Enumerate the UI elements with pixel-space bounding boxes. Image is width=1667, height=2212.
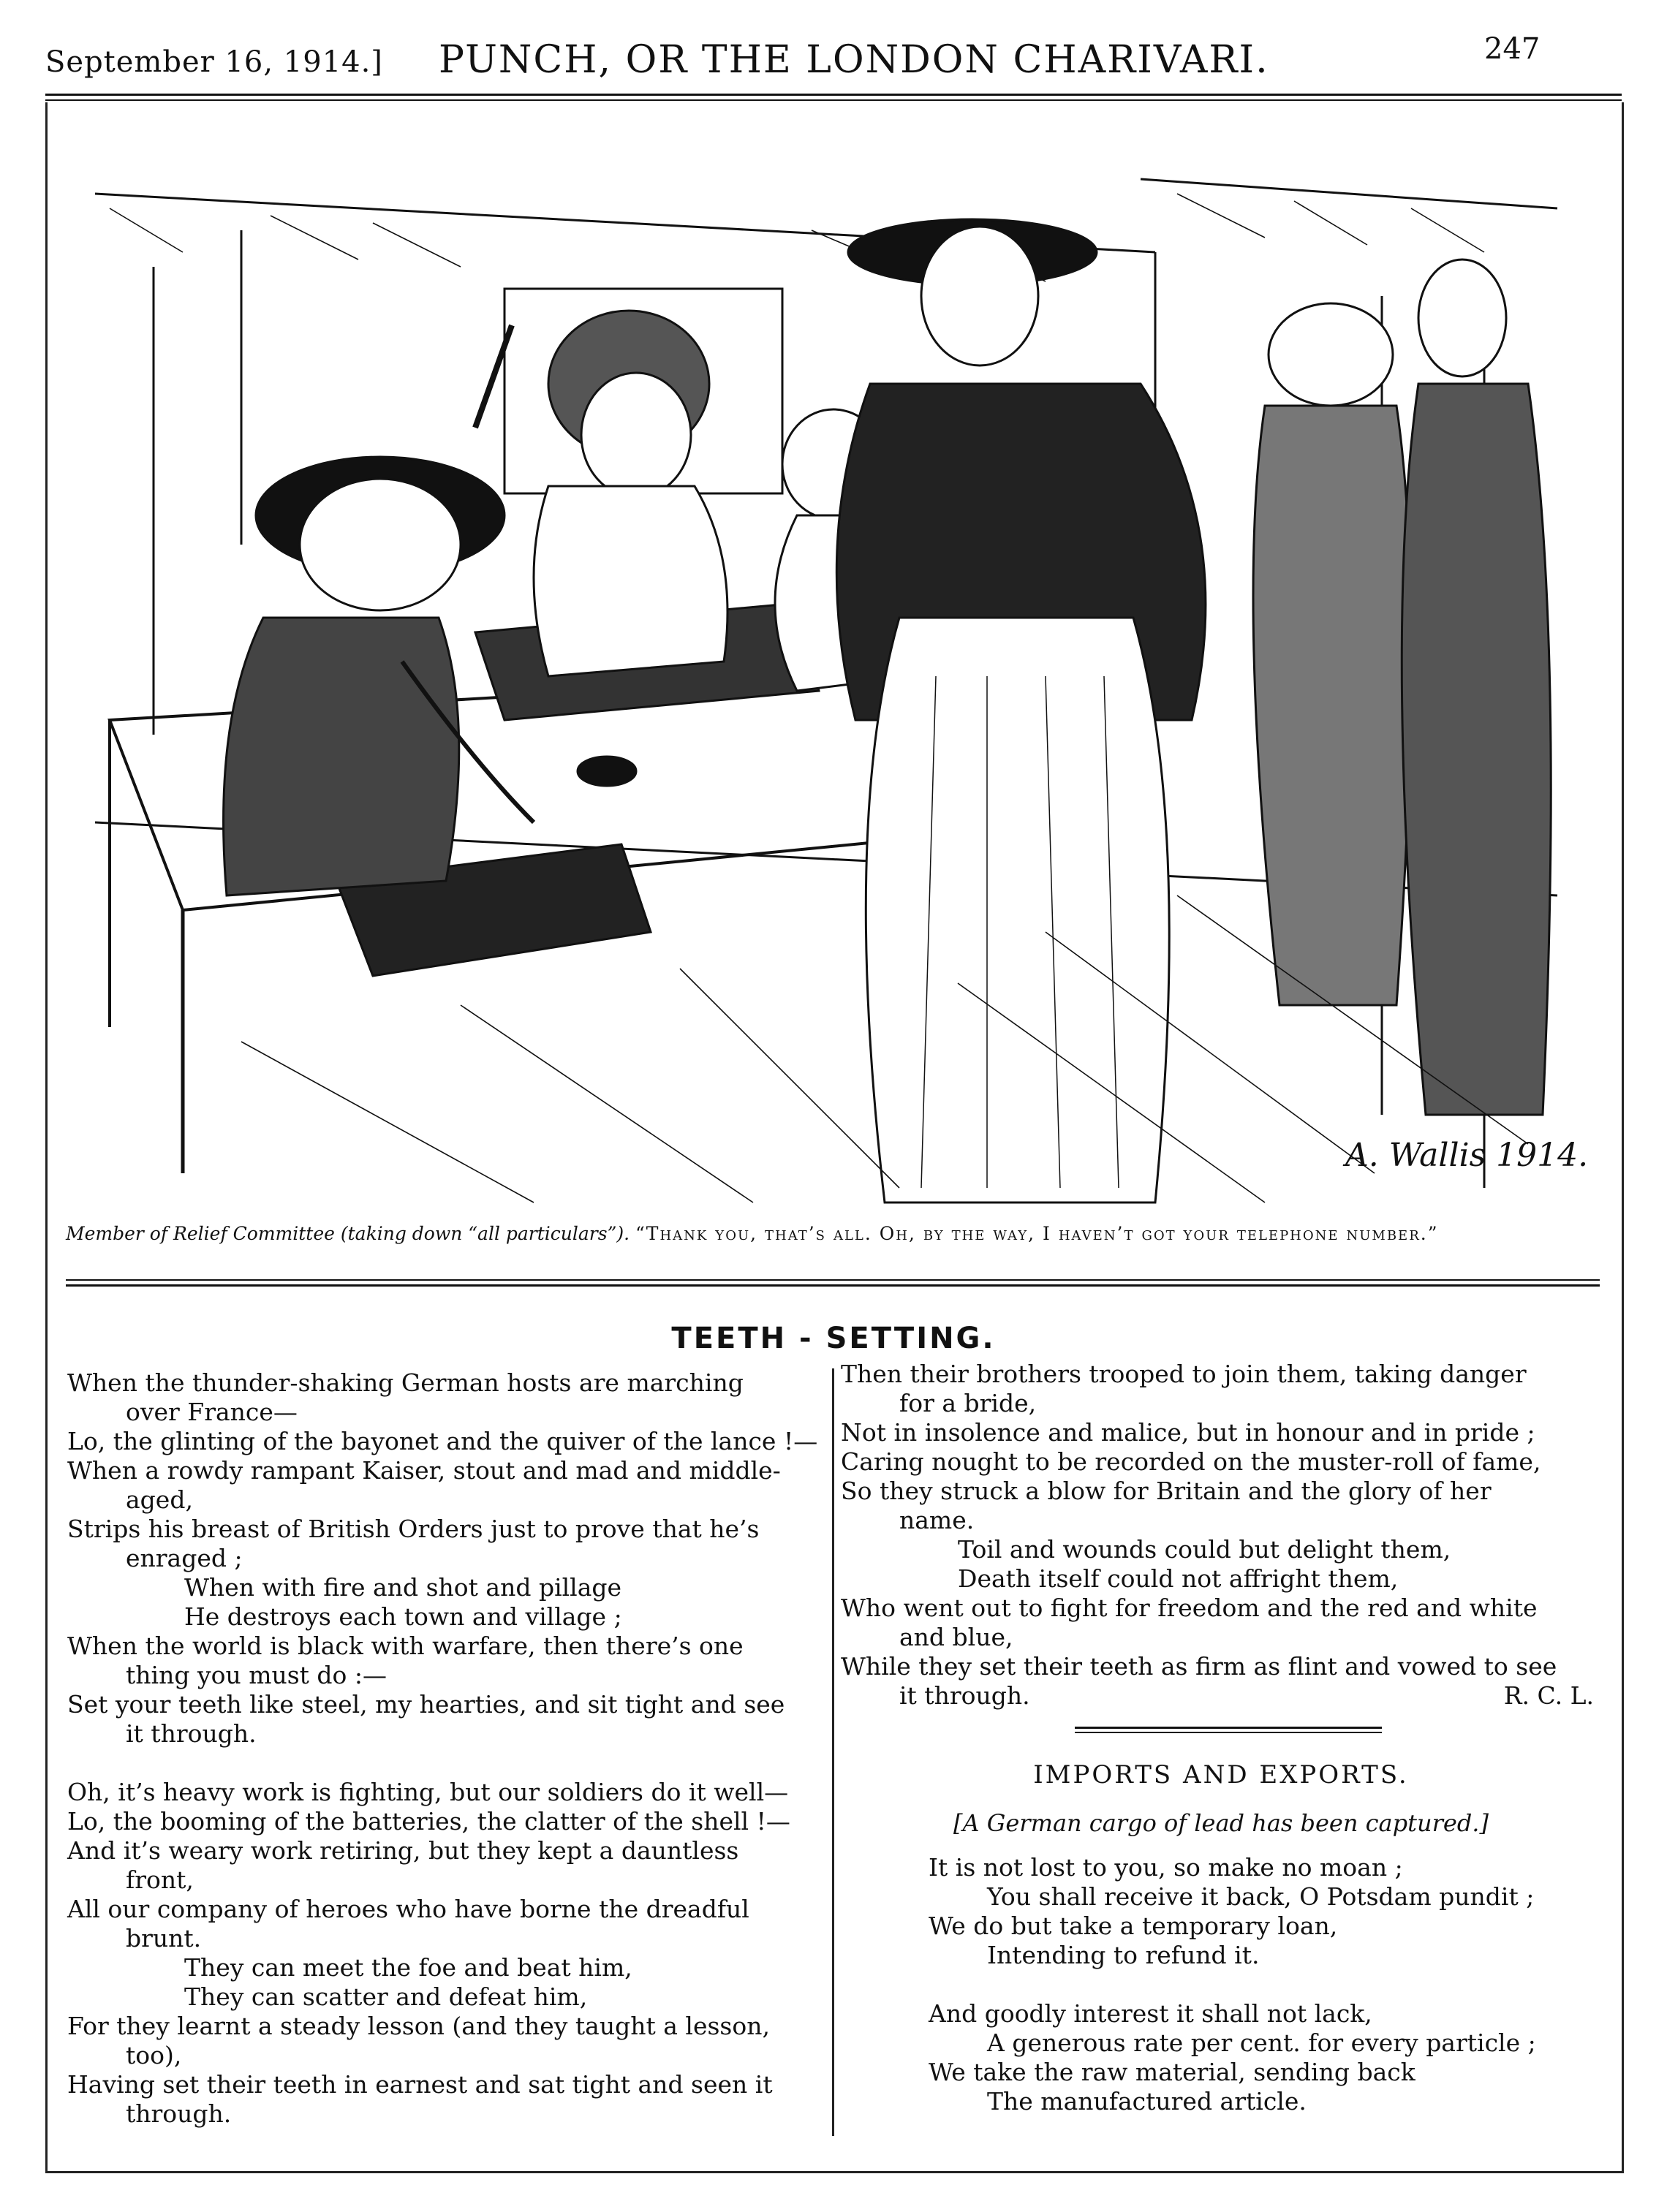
poem-line: While they set their teeth as firm as flint and vowed to see (841, 1652, 1557, 1681)
cartoon-illustration (95, 164, 1579, 1210)
imports-line: We do but take a temporary loan, (929, 1912, 1338, 1940)
caption-rule-thick (66, 1284, 1600, 1287)
imports-line: You shall receive it back, O Potsdam pundit ; (987, 1882, 1535, 1911)
page-number: 247 (1484, 32, 1541, 66)
cartoon-caption (66, 1219, 1601, 1249)
poem-line (67, 1749, 820, 1778)
imports-line: It is not lost to you, so make no moan ; (929, 1853, 1403, 1882)
poem-line: Death itself could not affright them, (958, 1564, 1399, 1593)
poem-line: They can scatter and defeat him, (184, 1982, 588, 2011)
poem-line: it through. R. C. L. (841, 1681, 1601, 1711)
poem-line: for a bride, (899, 1389, 1037, 1417)
poem-line: and blue, (899, 1623, 1013, 1651)
poem-line: Toil and wounds could but delight them, (958, 1535, 1451, 1564)
caption-rule (66, 1279, 1600, 1281)
imports-poem (929, 1853, 1601, 2116)
poem-line: Then their brothers trooped to join them, taking danger (841, 1360, 1527, 1388)
imports-subtitle: [A German cargo of lead has been captured.] (953, 1809, 1489, 1837)
header-rule (45, 94, 1622, 96)
imports-line: We take the raw material, sending back (929, 2058, 1415, 2086)
poem-line: too), (126, 2041, 182, 2069)
poem-line: Set your teeth like steel, my hearties, and sit tight and see (67, 1690, 785, 1719)
poem-line: Who went out to fight for freedom and the red and white (841, 1594, 1538, 1622)
poem-line: Oh, it’s heavy work is fighting, but our soldiers do it well— (67, 1778, 789, 1806)
issue-date: September 16, 1914.] (45, 45, 383, 79)
imports-line: A generous rate per cent. for every particle ; (987, 2029, 1536, 2057)
poem-line: When the world is black with warfare, then there’s one (67, 1632, 744, 1660)
poem-line: Caring nought to be recorded on the muster-roll of fame, (841, 1447, 1541, 1476)
poem-line: When the thunder-shaking German hosts are marching (67, 1368, 744, 1397)
poem-line: enraged ; (126, 1544, 243, 1572)
poem-left-column (67, 1368, 820, 2129)
header-rule-thin (45, 99, 1622, 101)
imports-line: And goodly interest it shall not lack, (929, 1999, 1372, 2028)
imports-title: IMPORTS AND EXPORTS. (1033, 1760, 1409, 1789)
poem-line: Strips his breast of British Orders just to prove that he’s (67, 1515, 760, 1543)
imports-line: The manufactured article. (987, 2087, 1307, 2116)
poem-line: So they struck a blow for Britain and the glory of her (841, 1477, 1492, 1505)
poem-right-column (841, 1360, 1601, 1711)
poem-line: front, (126, 1866, 194, 1894)
poem-line: Lo, the glinting of the bayonet and the quiver of the lance !— (67, 1427, 818, 1455)
poem-title: TEETH - SETTING. (671, 1322, 996, 1355)
poem-line: Not in insolence and malice, but in honour and in pride ; (841, 1418, 1535, 1447)
poem-line: All our company of heroes who have borne the dreadful (67, 1895, 749, 1923)
poem-line: thing you must do :— (126, 1661, 388, 1689)
poem-line: Having set their teeth in earnest and sat tight and seen it (67, 2070, 773, 2099)
poem-line: When with fire and shot and pillage (184, 1573, 622, 1602)
poem-line: And it’s weary work retiring, but they kept a dauntless (67, 1836, 739, 1865)
poem-line: it through. (126, 1719, 257, 1748)
poem-line: For they learnt a steady lesson (and they taught a lesson, (67, 2012, 770, 2040)
column-divider (832, 1368, 834, 2136)
poem-line: name. (899, 1506, 975, 1534)
caption-speech: “Thank you, that’s all. Oh, by the way, I haven’t got your telephone number.” (635, 1223, 1439, 1244)
poem-line: When a rowdy rampant Kaiser, stout and mad and middle- (67, 1456, 781, 1485)
poem-line: brunt. (126, 1924, 202, 1952)
artist-signature: A. Wallis 1914. (1345, 1137, 1589, 1174)
imports-line (929, 1970, 1601, 1999)
poem-line: Lo, the booming of the batteries, the clatter of the shell !— (67, 1807, 790, 1836)
section-divider-thin (1075, 1732, 1382, 1733)
poem-line: He destroys each town and village ; (184, 1602, 622, 1631)
poem-line: through. (126, 2099, 232, 2128)
publication-title: PUNCH, OR THE LONDON CHARIVARI. (439, 38, 1269, 82)
poem-line: aged, (126, 1485, 193, 1514)
poem-line: They can meet the foe and beat him, (184, 1953, 632, 1982)
caption-speaker: Member of Relief Committee (taking down “all particulars”). (66, 1223, 630, 1244)
poem-credit: R. C. L. (1503, 1681, 1594, 1710)
relief-committee-drawing (95, 164, 1579, 1210)
section-divider (1075, 1727, 1382, 1729)
imports-line: Intending to refund it. (987, 1941, 1260, 1969)
poem-line: over France— (126, 1398, 298, 1426)
